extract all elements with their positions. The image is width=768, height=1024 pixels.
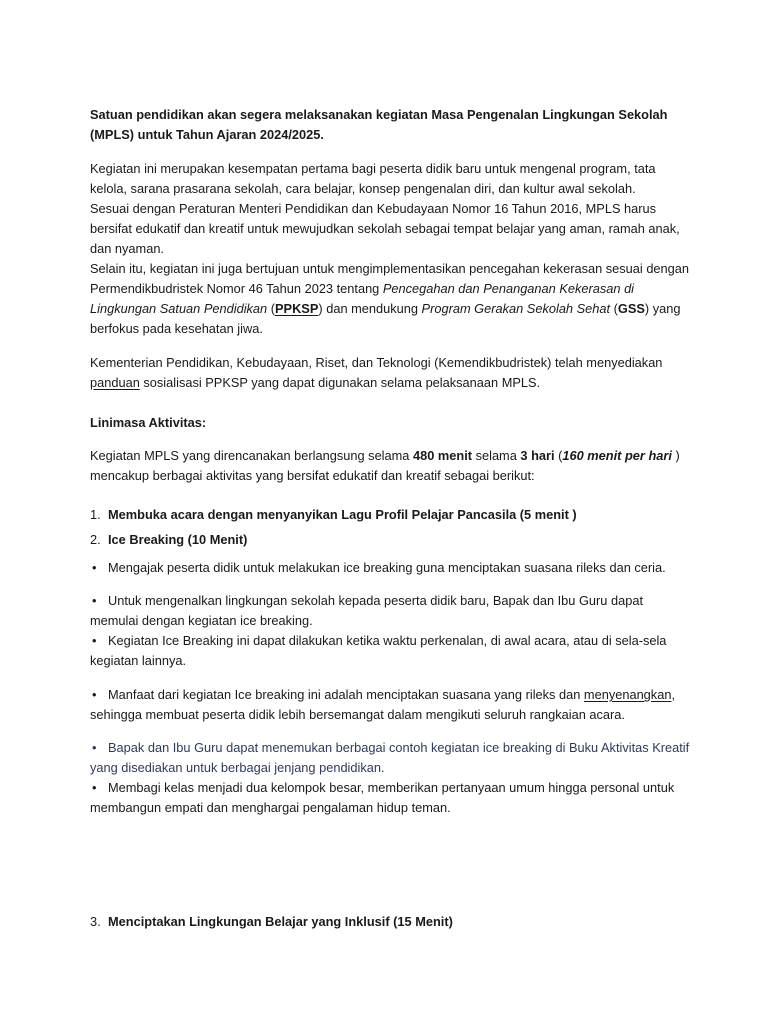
gss-acronym: GSS <box>617 301 645 316</box>
para1-line2: Sesuai dengan Peraturan Menteri Pendidikan dan Kebudayaan Nomor 16 Tahun 2016, MPLS harus bersifat edukatif dan kreatif untuk mewujudkan sekolah sebagai tempat belajar yang aman, ramah anak, dan nyaman. <box>90 201 680 256</box>
bullet-item-3: • Kegiatan Ice Breaking ini dapat dilakukan ketika waktu perkenalan, di awal acara, atau di sela-sela kegiatan lainnya. <box>90 633 667 668</box>
para1-line3: Selain itu, kegiatan ini juga bertujuan untuk mengimplementasikan pencegahan kekerasan sesuai dengan Permendikbudristek Nomor 46 Tahun 2023 tentang Pencegahan dan Penanganan Kekerasan di Lingkungan Satuan Pendidikan (PPKSP) dan mendukung Program Gerakan Sekolah Sehat (GSS) yang berfokus pada kesehatan jiwa. <box>90 261 690 336</box>
intro-paragraph <box>90 105 690 145</box>
bullet-icon: • <box>92 560 97 575</box>
paragraph-3: Kegiatan MPLS yang direncanakan berlangsung selama 480 menit selama 3 hari (160 menit per hari ) mencakup berbagai aktivitas yang bersifat edukatif dan kreatif sebagai berikut: <box>90 448 680 483</box>
section-heading: Linimasa Aktivitas: <box>90 415 207 430</box>
bullet-item-1: • Mengajak peserta didik untuk melakukan ice breaking guna menciptakan suasana rileks dan ceria. <box>90 558 690 578</box>
bullet-item-4: • Manfaat dari kegiatan Ice breaking ini adalah menciptakan suasana yang rileks dan menyenangkan, sehingga membuat peserta didik lebih bersemangat dalam mengikuti seluruh rangkaian acara. <box>90 687 675 722</box>
para1-line1: Kegiatan ini merupakan kesempatan pertama bagi peserta didik baru untuk mengenal program, tata kelola, sarana prasarana sekolah, cara belajar, konsep pengenalan diri, dan kultur awal sekolah. <box>90 161 656 196</box>
bullet-group-1 <box>90 591 690 671</box>
list-item-2: 2. Ice Breaking (10 Menit) <box>90 532 248 547</box>
bullet-item-5: • Bapak dan Ibu Guru dapat menemukan berbagai contoh kegiatan ice breaking di Buku Aktivitas Kreatif yang disediakan untuk berbagai jenjang pendidikan. <box>90 740 690 775</box>
bullet-item-2: • Untuk mengenalkan lingkungan sekolah kepada peserta didik baru, Bapak dan Ibu Guru dapat memulai dengan kegiatan ice breaking. <box>90 593 643 628</box>
bullet-icon: • <box>92 780 97 795</box>
list-item-3: 3. Menciptakan Lingkungan Belajar yang Inklusif (15 Menit) <box>90 914 453 929</box>
bullet-icon: • <box>92 740 97 755</box>
regulation-title: Pencegahan dan Penanganan Kekerasan di Lingkungan Satuan Pendidikan <box>90 281 635 316</box>
bullet-icon: • <box>92 593 97 608</box>
panduan-link[interactable]: panduan <box>90 375 140 390</box>
intro-text: Satuan pendidikan akan segera melaksanakan kegiatan Masa Pengenalan Lingkungan Sekolah (MPLS) untuk Tahun Ajaran 2024/2025. <box>90 107 668 142</box>
paragraph-1 <box>90 159 690 339</box>
bullet-item-6: • Membagi kelas menjadi dua kelompok besar, memberikan pertanyaan umum hingga personal untuk membangun empati dan menghargai pengalaman hidup teman. <box>90 780 675 815</box>
program-name: Program Gerakan Sekolah Sehat <box>421 301 611 316</box>
paragraph-2: Kementerian Pendidikan, Kebudayaan, Riset, dan Teknologi (Kemendikbudristek) telah menyediakan panduan sosialisasi PPKSP yang dapat digunakan selama pelaksanaan MPLS. <box>90 355 663 390</box>
bullet-icon: • <box>92 687 97 702</box>
bullet-group-2 <box>90 738 690 818</box>
list-item-1: 1. Membuka acara dengan menyanyikan Lagu Profil Pelajar Pancasila (5 menit ) <box>90 507 577 522</box>
ppksp-link[interactable]: PPKSP <box>275 301 319 316</box>
bullet-icon: • <box>92 633 97 648</box>
